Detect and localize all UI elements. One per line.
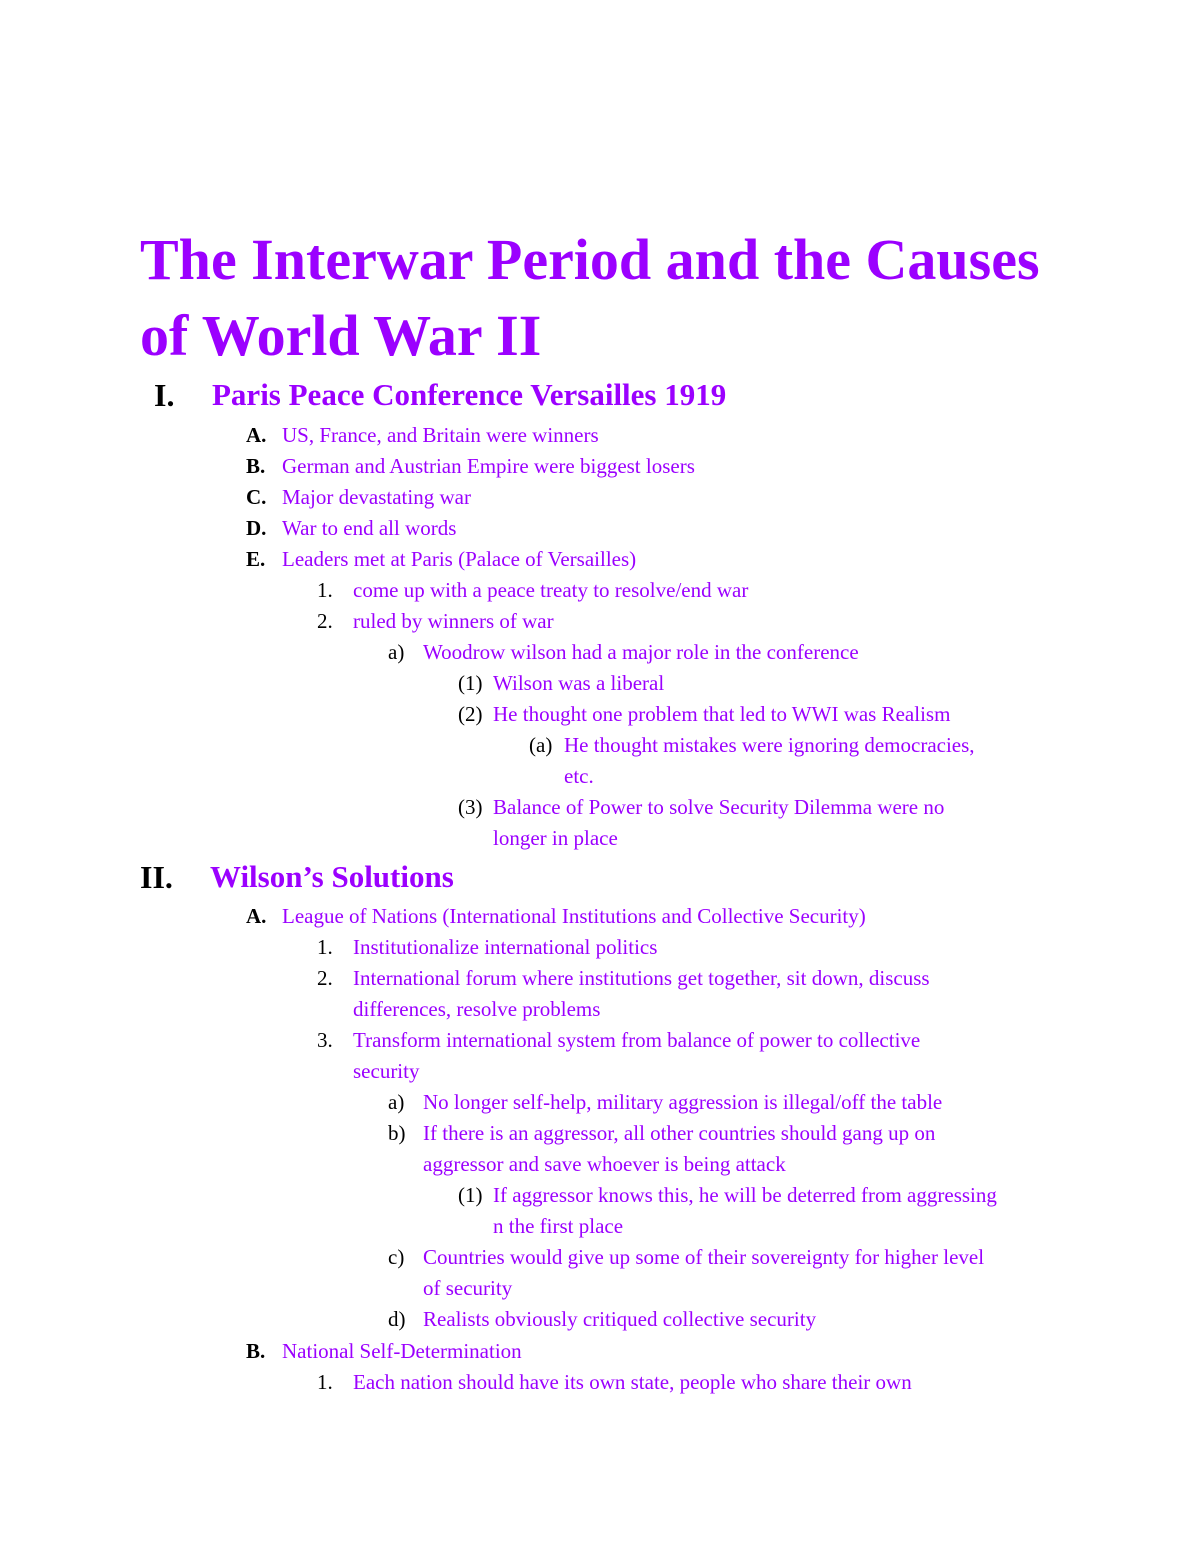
item-marker: (a) — [529, 733, 553, 757]
outline-item — [0, 1304, 1200, 1335]
item-text: security — [353, 1059, 420, 1083]
item-marker: 1. — [317, 578, 333, 602]
outline-item — [0, 699, 1200, 730]
item-text: etc. — [564, 764, 594, 788]
title-line: of World War II — [140, 303, 542, 368]
item-marker: (3) — [458, 795, 483, 819]
outline-item — [0, 1180, 1200, 1211]
item-text: Realists obviously critiqued collective security — [423, 1307, 817, 1331]
outline-item — [0, 1242, 1200, 1273]
outline-item-continuation — [0, 994, 1200, 1025]
item-marker: 2. — [317, 609, 333, 633]
outline-item — [0, 963, 1200, 994]
item-text: Major devastating war — [282, 485, 471, 509]
outline-item-continuation — [0, 1211, 1200, 1242]
outline-item — [0, 606, 1200, 637]
item-marker: B. — [246, 1339, 266, 1363]
item-text: ruled by winners of war — [353, 609, 554, 633]
item-marker: 1. — [317, 1370, 333, 1394]
item-text: If aggressor knows this, he will be deterred from aggressing — [493, 1183, 997, 1207]
item-marker: D. — [246, 516, 267, 540]
item-text: longer in place — [493, 826, 618, 850]
outline-item — [0, 730, 1200, 761]
outline-item — [0, 482, 1200, 513]
outline-item — [0, 513, 1200, 544]
item-text: League of Nations (International Institutions and Collective Security) — [282, 904, 866, 928]
item-marker: (2) — [458, 702, 483, 726]
item-text: come up with a peace treaty to resolve/end war — [353, 578, 749, 602]
title-line: The Interwar Period and the Causes — [140, 227, 1040, 292]
outline-item-continuation — [0, 823, 1200, 854]
item-text: Balance of Power to solve Security Dilemma were no — [493, 795, 945, 819]
item-text: of security — [423, 1276, 513, 1300]
item-marker: 1. — [317, 935, 333, 959]
outline-item — [0, 792, 1200, 823]
item-text: Countries would give up some of their sovereignty for higher level — [423, 1245, 985, 1269]
outline-item — [0, 1087, 1200, 1118]
outline-item-continuation — [0, 1056, 1200, 1087]
item-marker: c) — [388, 1245, 405, 1269]
item-marker: 2. — [317, 966, 333, 990]
section-heading-wilsons-solutions — [0, 856, 1200, 898]
outline-item — [0, 420, 1200, 451]
item-marker: a) — [388, 640, 405, 664]
document-title — [140, 222, 1100, 374]
item-text: Institutionalize international politics — [353, 935, 658, 959]
section-heading-text: Wilson’s Solutions — [210, 859, 454, 894]
outline-item — [0, 575, 1200, 606]
item-text: He thought mistakes were ignoring democracies, — [564, 733, 975, 757]
item-marker: E. — [246, 547, 266, 571]
outline-item — [0, 1118, 1200, 1149]
item-marker: A. — [246, 423, 267, 447]
outline-item — [0, 668, 1200, 699]
item-text: Each nation should have its own state, people who share their own — [353, 1370, 912, 1394]
outline-item-continuation — [0, 1273, 1200, 1304]
item-text: Wilson was a liberal — [493, 671, 665, 695]
outline-item — [0, 637, 1200, 668]
item-marker: a) — [388, 1090, 405, 1114]
item-text: International forum where institutions get together, sit down, discuss — [353, 966, 930, 990]
item-text: Transform international system from balance of power to collective — [353, 1028, 921, 1052]
item-text: He thought one problem that led to WWI was Realism — [493, 702, 951, 726]
item-text: National Self-Determination — [282, 1339, 522, 1363]
section-heading-paris-peace-conference — [0, 374, 1200, 416]
item-marker: 3. — [317, 1028, 333, 1052]
item-text: German and Austrian Empire were biggest losers — [282, 454, 695, 478]
item-marker: (1) — [458, 1183, 483, 1207]
item-marker: b) — [388, 1121, 406, 1145]
item-text: If there is an aggressor, all other countries should gang up on — [423, 1121, 936, 1145]
roman-numeral-marker: II. — [140, 859, 173, 895]
outline-item — [0, 1025, 1200, 1056]
item-marker: (1) — [458, 671, 483, 695]
item-text: differences, resolve problems — [353, 997, 601, 1021]
item-marker: d) — [388, 1307, 406, 1331]
item-text: n the first place — [493, 1214, 624, 1238]
outline-item — [0, 1367, 1200, 1398]
outline-item — [0, 451, 1200, 482]
outline-item — [0, 544, 1200, 575]
item-marker: A. — [246, 904, 267, 928]
roman-numeral-marker: I. — [154, 377, 175, 413]
outline-item-continuation — [0, 761, 1200, 792]
item-text: US, France, and Britain were winners — [282, 423, 599, 447]
item-text: aggressor and save whoever is being attack — [423, 1152, 786, 1176]
outline-item-continuation — [0, 1149, 1200, 1180]
item-text: Woodrow wilson had a major role in the conference — [423, 640, 859, 664]
item-text: War to end all words — [282, 516, 457, 540]
item-text: No longer self-help, military aggression is illegal/off the table — [423, 1090, 943, 1114]
outline-item — [0, 1336, 1200, 1367]
item-marker: C. — [246, 485, 267, 509]
outline-item — [0, 932, 1200, 963]
outline-item — [0, 901, 1200, 932]
item-marker: B. — [246, 454, 266, 478]
item-text: Leaders met at Paris (Palace of Versailles) — [282, 547, 637, 571]
section-heading-text: Paris Peace Conference Versailles 1919 — [212, 377, 727, 412]
